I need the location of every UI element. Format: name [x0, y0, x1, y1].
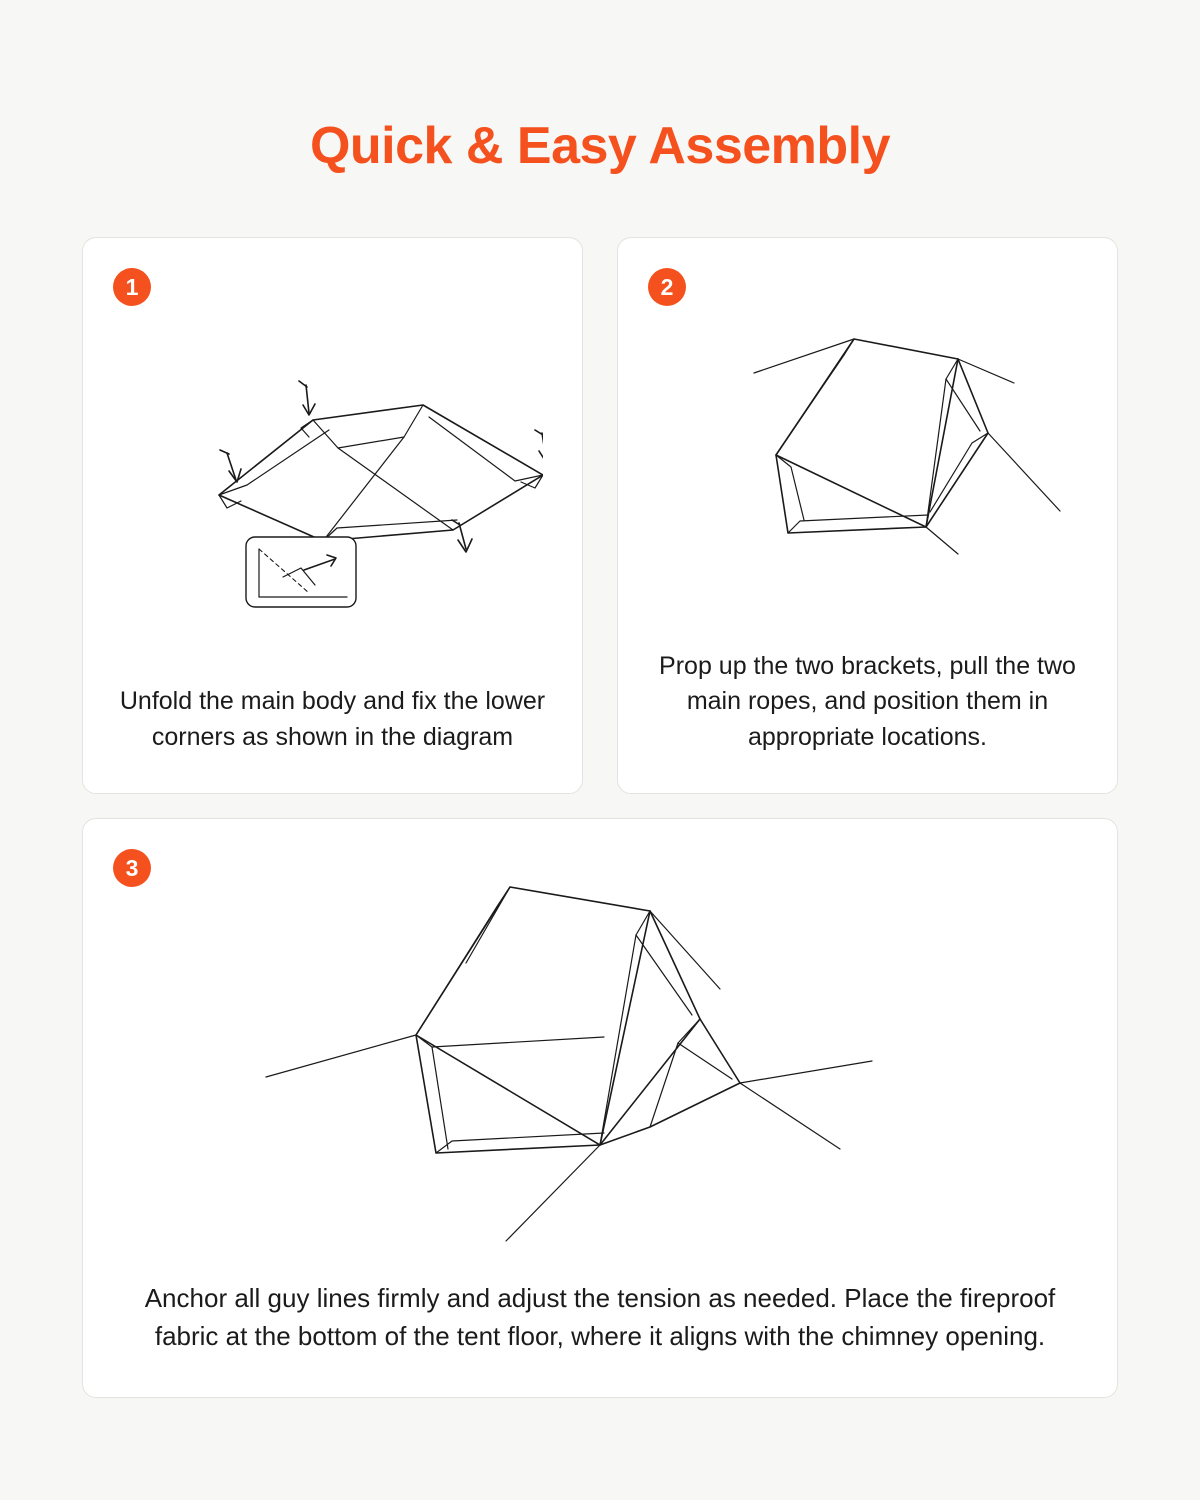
step-illustration-2 [618, 238, 1117, 649]
step-card-2 [617, 237, 1118, 794]
step-caption-1: Unfold the main body and fix the lower corners as shown in the diagram [119, 687, 546, 751]
step-caption-2: Prop up the two brackets, pull the two main ropes, and position them in appropriate locations. [659, 651, 1076, 751]
step-caption-3: Anchor all guy lines firmly and adjust the tension as needed. Place the fireproof fabric at the bottom of the tent floor, where it aligns with the chimney opening. [144, 1282, 1056, 1351]
step-number-badge-1: 1 [113, 268, 151, 306]
step-number-badge-2: 2 [648, 268, 686, 306]
steps-row-top [0, 237, 1200, 794]
step-card-3 [82, 818, 1118, 1398]
step-illustration-1 [83, 238, 582, 684]
step-illustration-3 [83, 819, 1117, 1280]
step-card-1 [82, 237, 583, 794]
page-title: Quick & Easy Assembly [309, 117, 891, 175]
step-number-badge-3: 3 [113, 849, 151, 887]
